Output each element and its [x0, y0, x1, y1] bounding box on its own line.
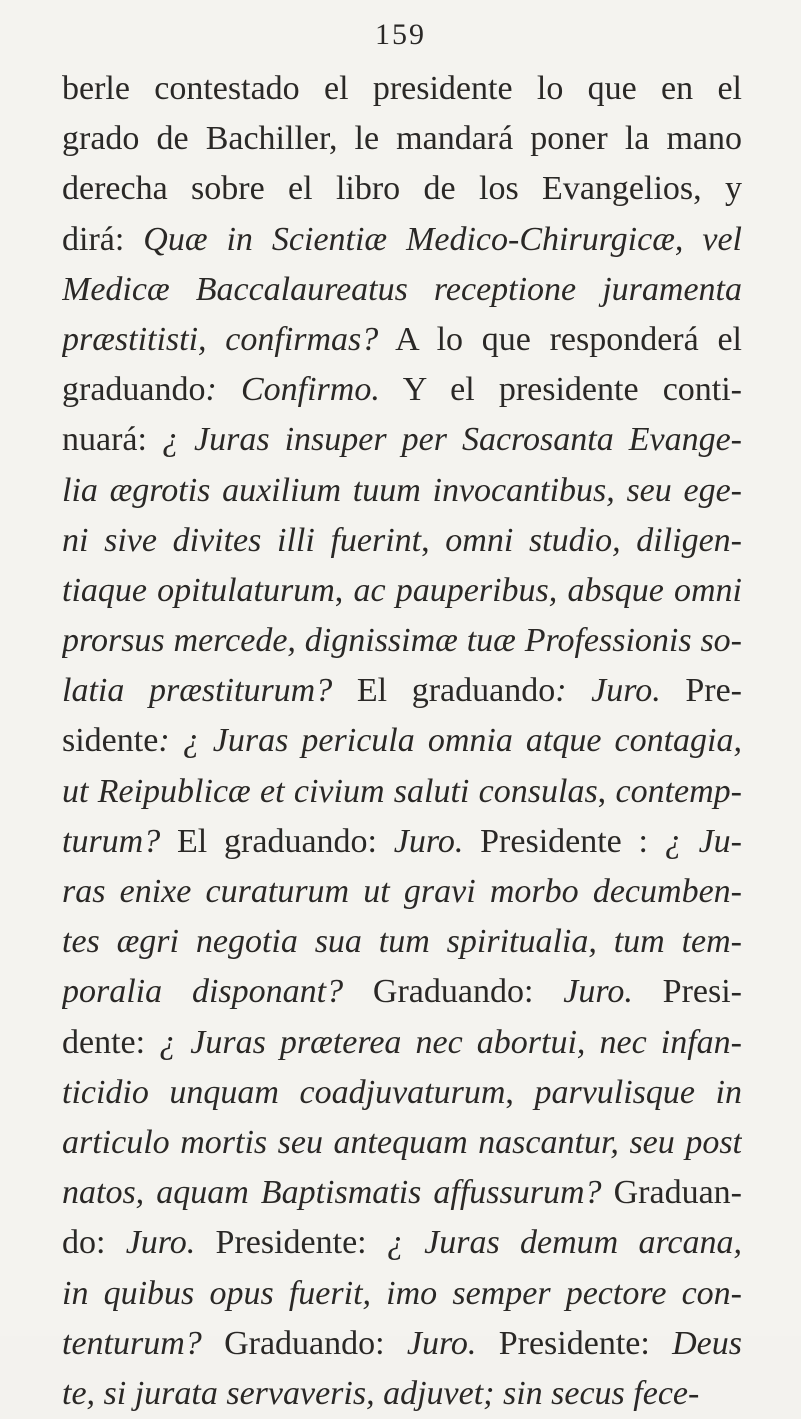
italic-text: omni studio, diligen- [445, 521, 742, 559]
roman-text: derecha sobre el libro de los Evangelios, y [62, 170, 742, 208]
italic-text: ¿ Ju- [664, 822, 742, 860]
text-line [62, 1018, 742, 1068]
text-line [62, 365, 742, 415]
roman-text: , [597, 772, 616, 810]
italic-text: ni sive divites illi fuerint [62, 521, 422, 559]
roman-text: Graduando: [201, 1324, 407, 1362]
italic-text: latia præstiturum? [62, 672, 333, 710]
italic-text: ac pauperibus, absque omni [353, 571, 742, 609]
roman-text: Presidente: [195, 1224, 387, 1262]
italic-text: tenturum? [62, 1324, 202, 1362]
text-line [62, 1369, 742, 1419]
text-line [62, 64, 742, 114]
text-line [62, 466, 742, 516]
italic-text: ut Reipublicæ et civium saluti consulas [62, 772, 598, 810]
roman-text: do: [62, 1224, 126, 1262]
roman-text: Graduan- [601, 1174, 742, 1212]
text-line [62, 967, 742, 1017]
italic-text: turum? [62, 822, 161, 860]
body-text [62, 64, 742, 1419]
roman-text: graduando [62, 371, 206, 409]
italic-text: contemp- [615, 772, 742, 810]
text-line [62, 1168, 742, 1218]
italic-text: ¿ Juras demum arcana, [386, 1224, 742, 1262]
italic-text: ras enixe curaturum ut gravi morbo decumben- [62, 873, 742, 910]
italic-text: te, si jurata servaveris, adjuvet; sin secus fece- [62, 1374, 700, 1412]
roman-text: El graduando [332, 672, 556, 710]
roman-text: dente: [62, 1023, 160, 1061]
roman-text: , [421, 521, 446, 559]
roman-text: Graduando: [343, 973, 564, 1011]
roman-text: , [334, 571, 354, 609]
text-line [62, 867, 742, 917]
text-line [62, 265, 742, 315]
italic-text: articulo mortis seu antequam nascantur, seu post [62, 1123, 742, 1161]
roman-text: berle contestado el presidente lo que en el [62, 70, 742, 107]
roman-text: , [505, 1073, 535, 1111]
roman-text: El graduando: [160, 822, 394, 860]
italic-text: Deus [672, 1324, 742, 1362]
text-line [62, 1319, 742, 1369]
text-line [62, 215, 742, 265]
italic-text: lia ægrotis auxilium tuum invocantibus, seu ege- [62, 471, 742, 509]
italic-text: poralia disponant? [62, 973, 344, 1011]
italic-text: : Juro. [555, 672, 661, 710]
italic-text: parvulisque in [534, 1073, 742, 1111]
italic-text: Juro. [563, 973, 633, 1011]
page-number: 159 [375, 18, 426, 51]
text-line [62, 716, 742, 766]
text-line [62, 917, 742, 967]
roman-text: dirá: [62, 220, 144, 258]
italic-text: tiaque opitulaturum [62, 571, 335, 609]
roman-text: grado de Bachiller, le mandará poner la mano [62, 120, 742, 158]
italic-text: in quibus opus fuerit, imo semper pectore con- [62, 1274, 742, 1312]
text-line [62, 1269, 742, 1319]
roman-text: Presi- [632, 973, 742, 1011]
text-line [62, 164, 742, 214]
text-line [62, 666, 742, 716]
roman-text: nuará: [62, 421, 162, 459]
roman-text: Y el presidente conti- [379, 371, 742, 409]
italic-text: Juro. [393, 822, 464, 860]
text-line [62, 616, 742, 666]
italic-text: Juro. [125, 1224, 196, 1262]
italic-text: Medicæ Baccalaureatus receptione juramenta [62, 270, 742, 308]
roman-text: A lo que responderá el [378, 320, 742, 358]
text-line [62, 817, 742, 867]
italic-text: prorsus mercede, dignissimæ tuæ Professionis so- [62, 622, 742, 660]
text-line [62, 415, 742, 465]
italic-text: natos, aquam Baptismatis affussurum? [62, 1174, 602, 1212]
roman-text: Pre- [660, 672, 742, 710]
text-line [62, 516, 742, 566]
italic-text: ¿ Juras insuper per Sacrosanta Evange- [161, 421, 742, 459]
text-line [62, 767, 742, 817]
text-line [62, 1068, 742, 1118]
roman-text: sidente [62, 722, 159, 760]
italic-text: : ¿ Juras pericula omnia atque contagia, [158, 722, 742, 760]
italic-text: Juro. [406, 1324, 477, 1362]
roman-text: Presidente : [463, 822, 665, 860]
text-line [62, 1118, 742, 1168]
italic-text: : Confirmo. [205, 371, 380, 409]
text-line [62, 315, 742, 365]
text-line [62, 566, 742, 616]
italic-text: ticidio unquam coadjuvaturum [62, 1073, 506, 1111]
italic-text: præstitisti, confirmas? [62, 320, 379, 358]
italic-text: tes ægri negotia sua tum spiritualia, tum tem- [62, 923, 742, 961]
text-line [62, 1218, 742, 1268]
text-line [62, 114, 742, 164]
roman-text: Presidente: [476, 1324, 673, 1362]
italic-text: Quæ in Scientiæ Medico-Chirurgicæ, vel [143, 220, 742, 258]
italic-text: ¿ Juras præterea nec abortui, nec infan- [159, 1023, 742, 1061]
